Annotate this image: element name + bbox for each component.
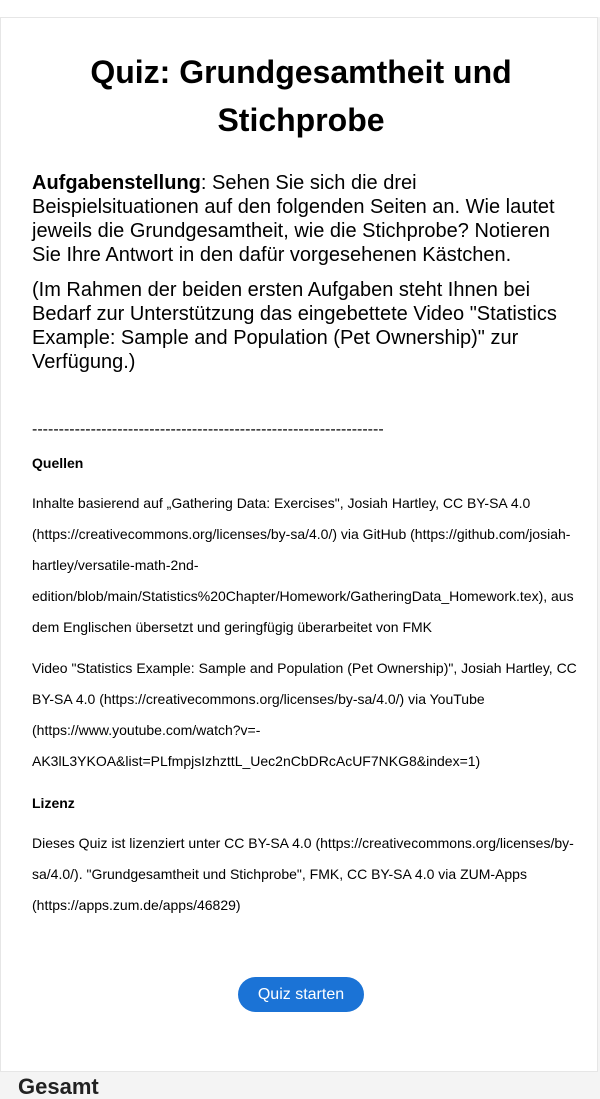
license-text: Dieses Quiz ist lizenziert unter CC BY-SA 4.0 (https://creativecommons.org/licenses/by-sa/4.0/). "Grundgesamtheit und Stichprobe", FMK, CC BY-SA 4.0 via ZUM-Apps (https://apps.zum.de/apps/46829) xyxy=(32,835,574,913)
divider-line: ------------------------------------------------------------------ xyxy=(32,421,384,438)
task-note: (Im Rahmen der beiden ersten Aufgaben steht Ihnen bei Bedarf zur Unterstützung das eingebettete Video "Statistics Example: Sample and Population (Pet Ownership)" zur Verfügung.) xyxy=(32,279,557,373)
source-entry-2: Video "Statistics Example: Sample and Population (Pet Ownership)", Josiah Hartley, CC BY-SA 4.0 (https://creativecommons.org/licenses/by-sa/4.0/) via YouTube (https://www.youtube.com/watch?v=-AK3lL3YKOA&list=PLfmpjsIzhzttL_Uec2nCbDRcAcUF7NKG8&index=1) xyxy=(32,660,577,769)
source-entry-1: Inhalte basierend auf „Gathering Data: Exercises", Josiah Hartley, CC BY-SA 4.0 (https://creativecommons.org/licenses/by-sa/4.0/) via GitHub (https://github.com/josiah-hartley/versatile-math-2nd-edition/blob/main/Statistics%20Chapter/Homework/GatheringData_Homework.tex), aus dem Englischen übersetzt und geringfügig überarbeitet von FMK xyxy=(32,495,574,635)
license-heading: Lizenz xyxy=(32,795,75,811)
sources-heading: Quellen xyxy=(32,455,84,471)
quiz-card xyxy=(0,17,598,1072)
start-quiz-button[interactable]: Quiz starten xyxy=(238,977,364,1012)
quiz-title: Quiz: Grundgesamtheit und Stichprobe xyxy=(90,54,512,138)
task-description xyxy=(32,171,577,267)
task-text: : Sehen Sie sich die drei Beispielsituationen auf den folgenden Seiten an. Wie lautet jeweils die Grundgesamtheit, wie die Stichprobe? Notieren Sie Ihre Antwort in den dafür vorgesehenen Kästchen. xyxy=(32,172,555,266)
bottom-heading-fragment xyxy=(18,1072,108,1099)
bottom-heading-text: Gesamt xyxy=(18,1074,99,1099)
top-strip xyxy=(0,0,600,17)
task-label: Aufgabenstellung xyxy=(32,172,201,194)
